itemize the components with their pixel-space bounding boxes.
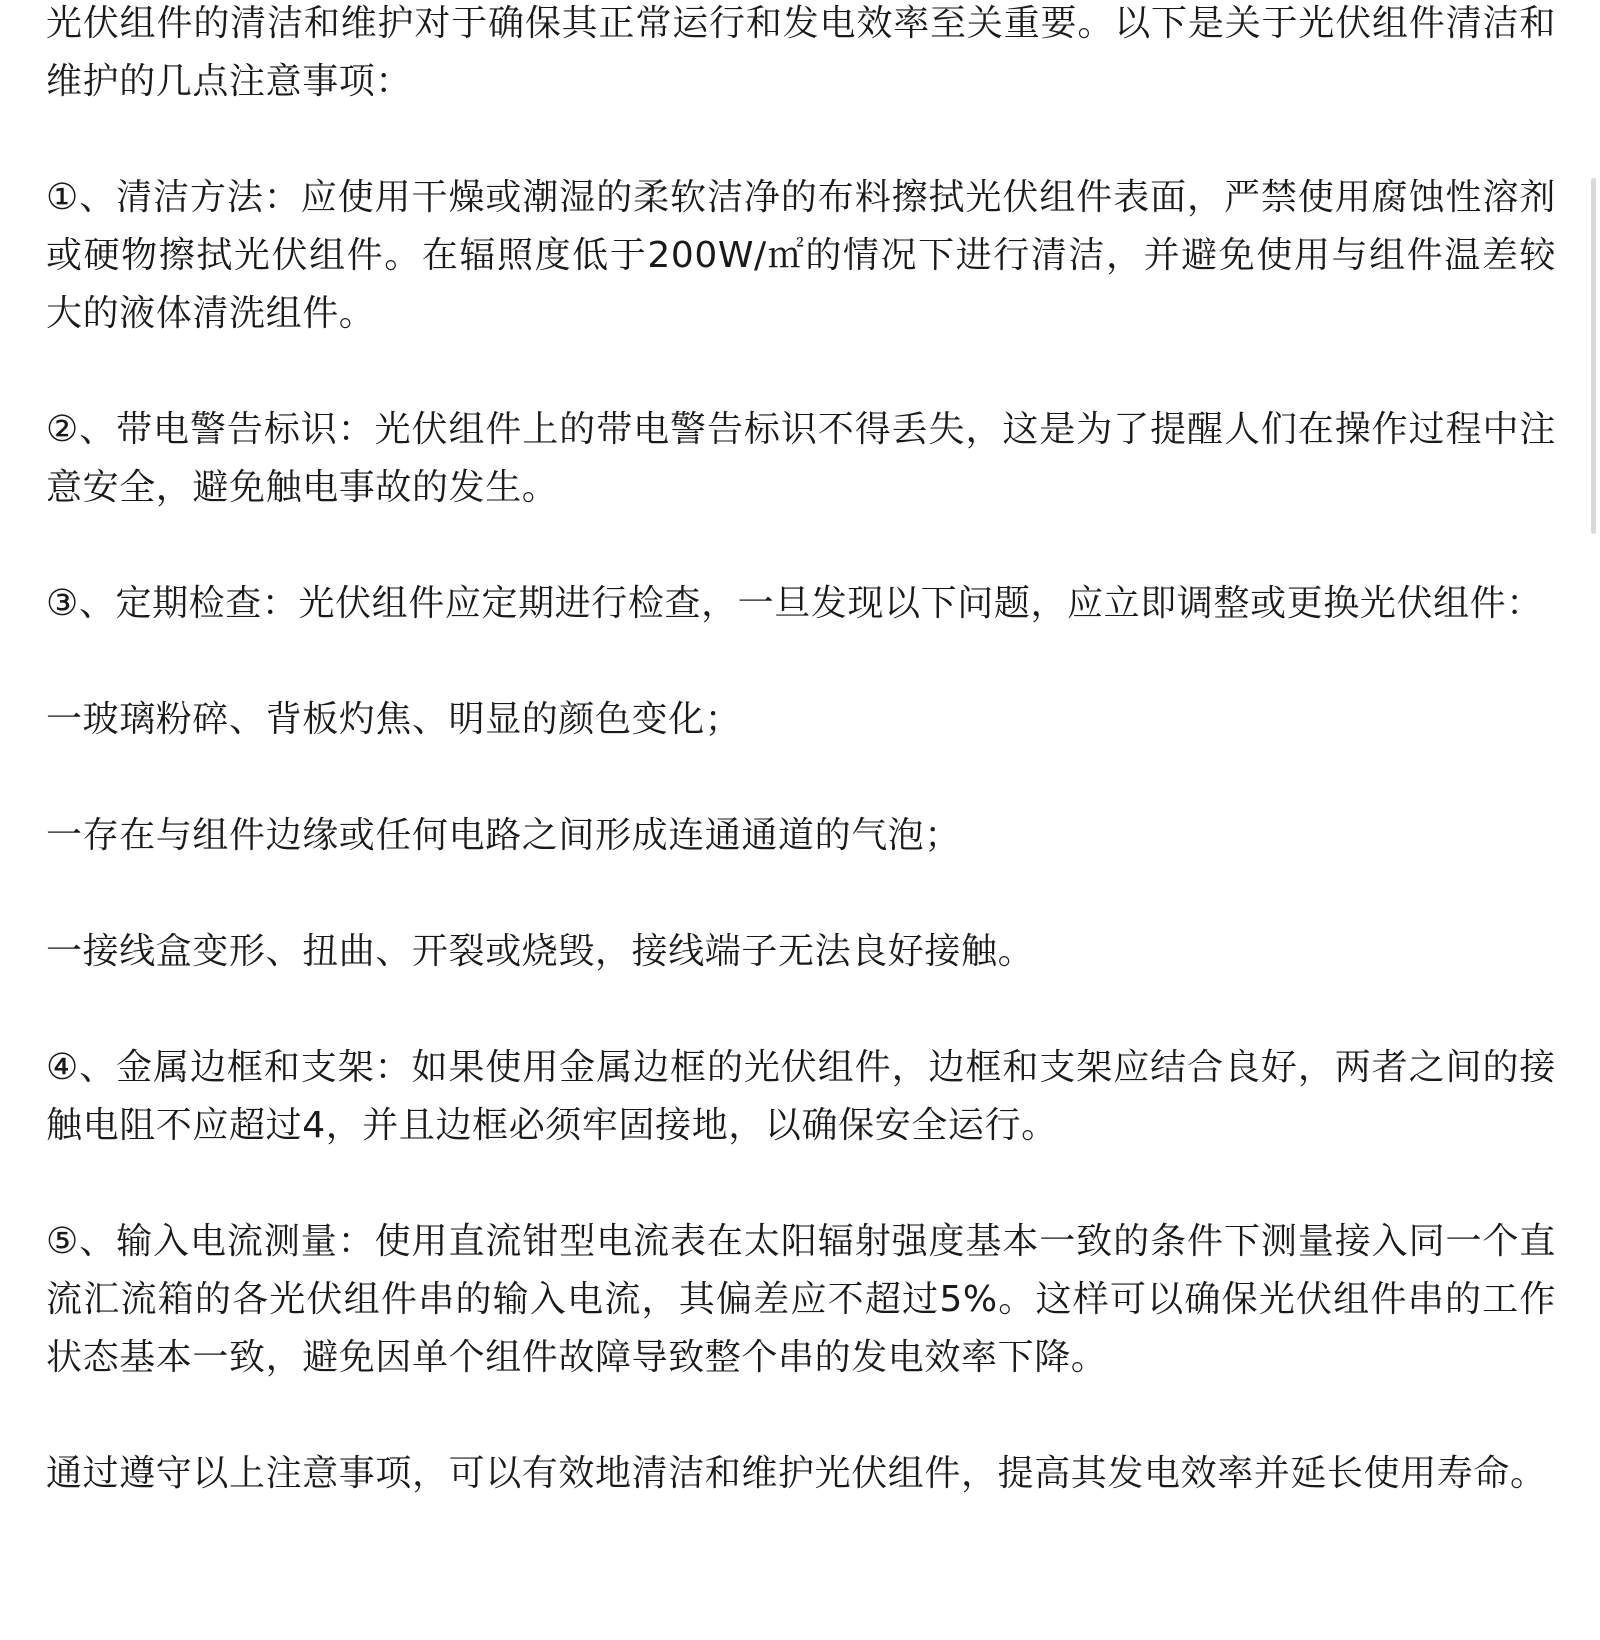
- intro-paragraph: 光伏组件的清洁和维护对于确保其正常运行和发电效率至关重要。以下是关于光伏组件清洁和维护的几点注意事项：: [46, 3, 1556, 102]
- inspection-bullet: 一接线盒变形、扭曲、开裂或烧毁，接线端子无法良好接触。: [46, 931, 1035, 972]
- item-metal-frame-bracket: ④、金属边框和支架：如果使用金属边框的光伏组件，边框和支架应结合良好，两者之间的接触电阻不应超过4，并且边框必须牢固接地，以确保安全运行。: [46, 1047, 1556, 1146]
- item-live-warning-label: ②、带电警告标识：光伏组件上的带电警告标识不得丢失，这是为了提醒人们在操作过程中注意安全，避免触电事故的发生。: [46, 409, 1556, 508]
- item-input-current-measurement: ⑤、输入电流测量：使用直流钳型电流表在太阳辐射强度基本一致的条件下测量接入同一个直流汇流箱的各光伏组件串的输入电流，其偏差应不超过5%。这样可以确保光伏组件串的工作状态基本一致，避免因单个组件故障导致整个串的发电效率下降。: [46, 1221, 1556, 1378]
- inspection-bullet: 一玻璃粉碎、背板灼焦、明显的颜色变化；: [46, 699, 742, 740]
- inspection-bullet: 一存在与组件边缘或任何电路之间形成连通通道的气泡；: [46, 815, 962, 856]
- item-regular-inspection: ③、定期检查：光伏组件应定期进行检查，一旦发现以下问题，应立即调整或更换光伏组件：: [46, 583, 1543, 624]
- conclusion-paragraph: 通过遵守以上注意事项，可以有效地清洁和维护光伏组件，提高其发电效率并延长使用寿命。: [46, 1453, 1547, 1494]
- item-cleaning-method: ①、清洁方法：应使用干燥或潮湿的柔软洁净的布料擦拭光伏组件表面，严禁使用腐蚀性溶剂或硬物擦拭光伏组件。在辐照度低于200W/㎡的情况下进行清洁，并避免使用与组件温差较大的液体清洗组件。: [46, 177, 1556, 334]
- scrollbar[interactable]: [1588, 0, 1600, 1640]
- article-body: [46, 0, 1556, 1503]
- scrollbar-thumb[interactable]: [1591, 178, 1596, 534]
